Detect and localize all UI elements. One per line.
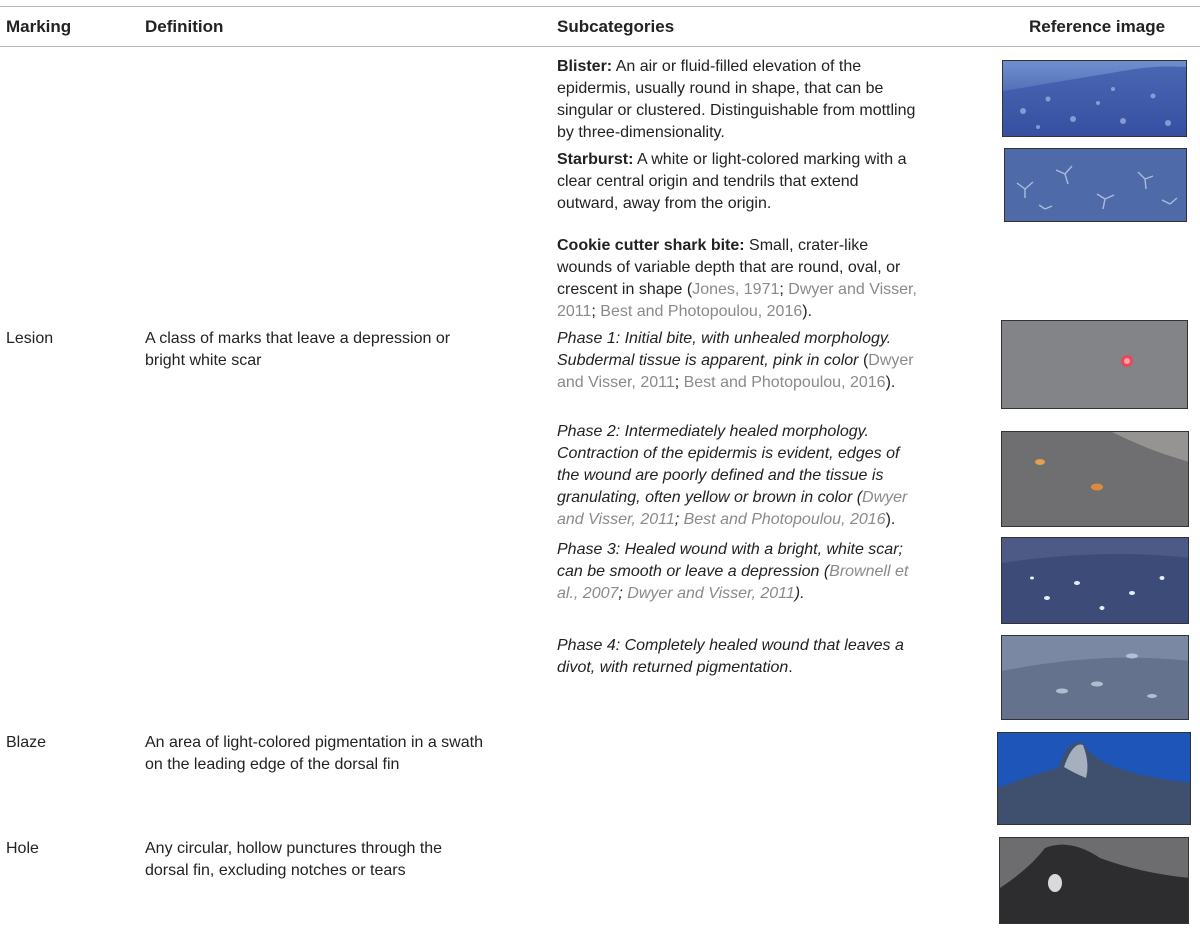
marking-lesion: Lesion xyxy=(6,330,54,347)
phase3-reference-image xyxy=(1001,537,1189,624)
marking-blaze: Blaze xyxy=(6,734,47,751)
cookie-cutter-term: Cookie cutter shark bite: xyxy=(557,237,745,254)
header-bottom-rule xyxy=(0,46,1200,47)
reference-link[interactable]: Best and Photopoulou, 2016 xyxy=(683,511,886,528)
table-top-rule xyxy=(0,6,1200,7)
reference-link[interactable]: Dwyer and Visser, 2011 xyxy=(557,281,917,320)
phase3-text: Phase 3: Healed wound with a bright, white scar; can be smooth or leave a depression ( xyxy=(557,541,903,580)
blaze-reference-image xyxy=(997,732,1191,825)
definition-blaze: An area of light-colored pigmentation in a swath on the leading edge of the dorsal fin xyxy=(145,734,483,773)
phase2-text: Phase 2: Intermediately healed morphology. Contraction of the epidermis is evident, edges of the wound are poorly defined and the tissue is granulating, often yellow or brown in color ( xyxy=(557,423,900,506)
header-reference-image: Reference image xyxy=(1029,17,1166,36)
separator: ; xyxy=(779,281,789,298)
subcategory-blister xyxy=(557,56,922,144)
cookie-cutter-text: Small, crater-like wounds of variable depth that are round, oval, or crescent in shape ( xyxy=(557,237,901,298)
reference-link[interactable]: Dwyer and Visser, 2011 xyxy=(627,585,795,602)
reference-link[interactable]: Brownell et al., 2007 xyxy=(557,563,909,602)
blister-reference-image xyxy=(1002,60,1187,137)
blister-term: Blister: xyxy=(557,58,613,75)
starburst-reference-image xyxy=(1004,148,1187,222)
phase4-text: Phase 4: Completely healed wound that leaves a divot, with returned pigmentation xyxy=(557,637,904,676)
subcategory-phase4 xyxy=(557,635,922,679)
subcategory-phase3 xyxy=(557,539,922,605)
marking-hole: Hole xyxy=(6,840,39,857)
hole-reference-image xyxy=(999,837,1189,924)
closing: ). xyxy=(885,511,896,528)
header-subcategories: Subcategories xyxy=(557,17,675,36)
closing: ). xyxy=(794,585,805,602)
reference-link[interactable]: Dwyer and Visser, 2011 xyxy=(557,489,908,528)
phase1-open: ( xyxy=(858,352,869,369)
subcategory-phase2 xyxy=(557,421,922,531)
header-marking: Marking xyxy=(6,17,72,36)
definition-hole: Any circular, hollow punctures through the dorsal fin, excluding notches or tears xyxy=(145,840,443,879)
phase1-text: Phase 1: Initial bite, with unhealed morphology. Subdermal tissue is apparent, pink in color xyxy=(557,330,892,369)
closing: . xyxy=(788,659,793,676)
starburst-text: A white or light-colored marking with a clear central origin and tendrils that extend outward, away from the origin. xyxy=(557,151,907,212)
definition-lesion: A class of marks that leave a depression or bright white scar xyxy=(145,330,451,369)
closing: ). xyxy=(802,303,813,320)
subcategory-phase1 xyxy=(557,328,922,394)
phase2-reference-image xyxy=(1001,431,1189,527)
starburst-term: Starburst: xyxy=(557,151,634,168)
separator: ; xyxy=(591,303,601,320)
reference-link[interactable]: Best and Photopoulou, 2016 xyxy=(683,374,886,391)
phase4-reference-image xyxy=(1001,635,1189,720)
separator: ; xyxy=(674,374,684,391)
blister-text: An air or fluid-filled elevation of the epidermis, usually round in shape, that can be singular or clustered. Distinguishable from mottling by three-dimensionality. xyxy=(557,58,916,141)
subcategory-cookie-cutter xyxy=(557,235,922,323)
phase1-reference-image xyxy=(1001,320,1188,409)
subcategory-starburst xyxy=(557,149,922,215)
reference-link[interactable]: Dwyer and Visser, 2011 xyxy=(557,352,914,391)
reference-link[interactable]: Jones, 1971 xyxy=(692,281,780,298)
header-definition: Definition xyxy=(145,17,224,36)
separator: ; xyxy=(674,511,684,528)
reference-link[interactable]: Best and Photopoulou, 2016 xyxy=(600,303,803,320)
closing: ). xyxy=(885,374,896,391)
separator: ; xyxy=(618,585,628,602)
